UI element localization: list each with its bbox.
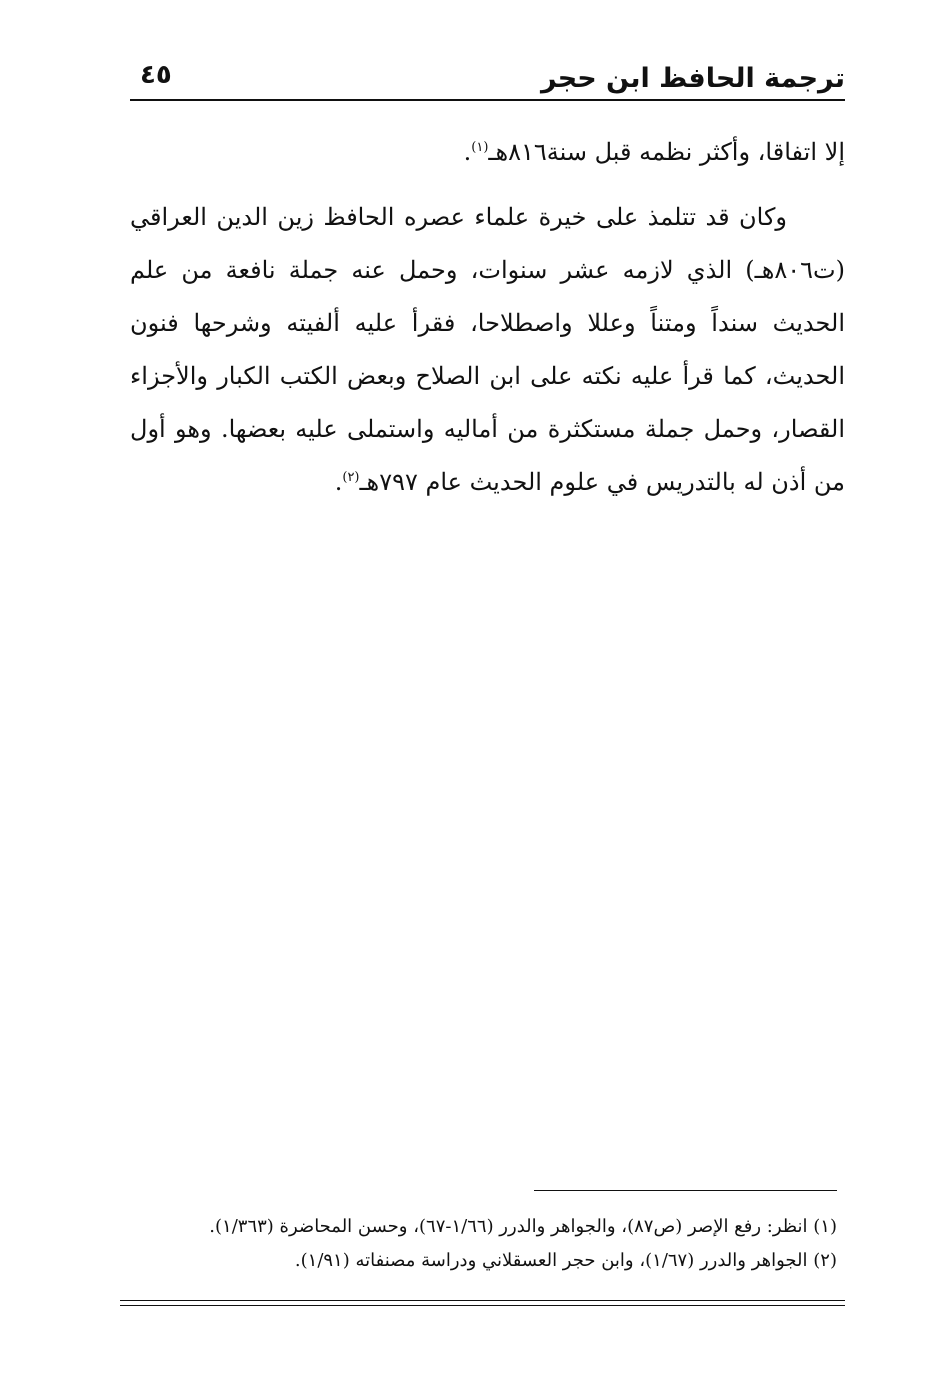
footnote-1: (١) انظر: رفع الإصر (ص٨٧)، والجواهر والدرر (١/٦٦-٦٧)، وحسن المحاضرة (١/٣٦٣). — [209, 1216, 837, 1237]
page-number: ٤٥ — [140, 60, 172, 90]
paragraph-2-end: . — [334, 468, 343, 496]
footnote-ref-2: (٢) — [342, 470, 360, 485]
footnotes — [130, 1210, 837, 1278]
footnote-separator — [534, 1190, 837, 1191]
body-text — [130, 126, 845, 509]
paragraph-1 — [130, 126, 845, 179]
page-header — [130, 58, 845, 102]
paragraph-2 — [130, 191, 845, 509]
paragraph-1-text: إلا اتفاقا، وأكثر نظمه قبل سنة٨١٦هـ — [488, 138, 845, 166]
paragraph-2-text: وكان قد تتلمذ على خيرة علماء عصره الحافظ زين الدين العراقي (ت٨٠٦هـ) الذي لازمه عشر سنوات، وحمل عنه جملة نافعة من علم الحديث سنداً ومتناً وعللا واصطلاحا، فقرأ عليه ألفيته وشرحها فنون الحديث، كما قرأ عليه نكته على ابن الصلاح وبعض الكتب الكبار والأجزاء القصار، وحمل جملة مستكثرة من أماليه واستملى عليه بعضها. وهو أول من أذن له بالتدريس في علوم الحديث عام ٧٩٧هـ — [130, 203, 846, 496]
bottom-rule — [120, 1300, 845, 1301]
footnote-2: (٢) الجواهر والدرر (١/٦٧)، وابن حجر العسقلاني ودراسة مصنفاته (١/٩١). — [294, 1250, 837, 1271]
running-title: ترجمة الحافظ ابن حجر — [540, 63, 845, 94]
bottom-rule-thin — [120, 1305, 845, 1306]
footnote-ref-1: (١) — [471, 140, 489, 155]
paragraph-1-end: . — [463, 138, 472, 166]
header-rule — [130, 99, 845, 101]
